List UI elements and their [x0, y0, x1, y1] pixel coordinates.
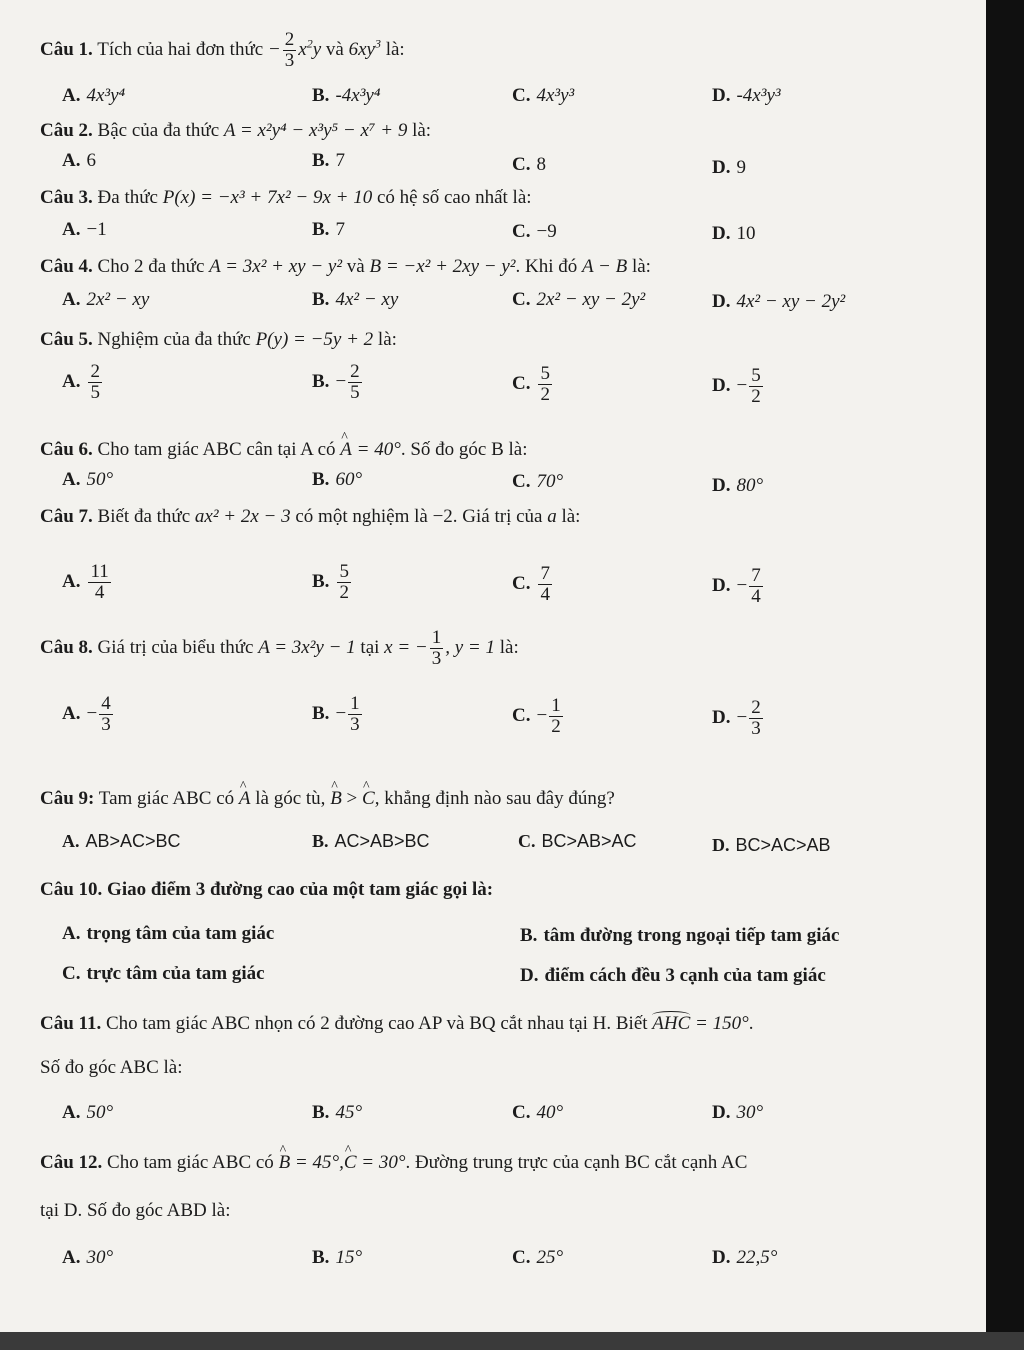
angle-ahc: AHC [652, 1013, 691, 1034]
q11-option-c[interactable]: C. 40° [512, 1102, 564, 1123]
q9-option-a[interactable]: A. AB>AC>BC [62, 831, 181, 851]
q7-option-c[interactable]: C. $\frac{7}{4}$ [512, 563, 550, 605]
q2-option-c[interactable]: C. 8 [512, 154, 546, 175]
question-text-post: là: [499, 636, 519, 658]
angle-c: ^ C [362, 789, 375, 810]
question-text-mid: tại [360, 636, 380, 658]
q2-option-b[interactable]: B. 7 [312, 150, 345, 171]
q9-option-c[interactable]: C. BC>AB>AC [518, 831, 637, 851]
question-number: Câu 1. [40, 38, 93, 60]
question-text: Biết đa thức [97, 506, 191, 527]
question-number: Câu 10. [40, 879, 103, 900]
question-text: Cho tam giác ABC cân tại A có [97, 439, 336, 460]
q7-option-a[interactable]: A. $\frac{11}{4}$ [62, 561, 109, 603]
question-text-end: là: [561, 506, 581, 527]
q5-option-c[interactable]: C. $\frac{5}{2}$ [512, 363, 550, 405]
polynomial-expression: ax² + 2x − 3 [194, 506, 291, 527]
q1-option-a[interactable]: A. 4x³y⁴ [62, 85, 126, 106]
q3-option-a[interactable]: A. −1 [62, 219, 107, 240]
question-number: Câu 5. [40, 329, 93, 350]
question-text-mid: là góc tù, [255, 788, 326, 809]
q11-option-b[interactable]: B. 45° [312, 1102, 363, 1123]
question-11-line-2: Số đo góc ABC là: [40, 1057, 183, 1078]
polynomial-a: A = 3x² + xy − y² [209, 256, 343, 277]
q5-option-a[interactable]: A. $\frac{2}{5}$ [62, 361, 100, 403]
scan-edge-bottom [0, 1332, 1024, 1350]
angle-b-value: = 45°, [294, 1152, 344, 1173]
q5-option-d[interactable]: D. − $\frac{5}{2}$ [712, 365, 761, 407]
q4-option-a[interactable]: A. 2x² − xy [62, 289, 150, 310]
q10-option-a[interactable]: A. trọng tâm của tam giác [62, 923, 275, 944]
question-text-post: . Đường trung trực của cạnh BC cắt cạnh AC [405, 1152, 748, 1173]
q8-option-c[interactable]: C. − $\frac{1}{2}$ [512, 695, 561, 737]
q3-option-b[interactable]: B. 7 [312, 219, 345, 240]
question-number: Câu 4. [40, 256, 93, 277]
question-4 [40, 257, 651, 278]
polynomial-expression: P(x) = −x³ + 7x² − 9x + 10 [162, 187, 373, 208]
question-12 [40, 1153, 747, 1174]
q11-option-a[interactable]: A. 50° [62, 1102, 114, 1123]
question-text: Đa thức [97, 187, 158, 208]
polynomial-expression: P(y) = −5y + 2 [255, 329, 374, 350]
question-11 [40, 1014, 753, 1035]
question-text: Cho tam giác ABC nhọn có 2 đường cao AP và BQ cắt nhau tại H. Biết [106, 1013, 648, 1034]
question-text-post: . [748, 1013, 754, 1034]
q8-option-b[interactable]: B. − $\frac{1}{3}$ [312, 693, 360, 735]
q1-option-b[interactable]: B. -4x³y⁴ [312, 85, 381, 106]
q7-option-b[interactable]: B. $\frac{5}{2}$ [312, 561, 349, 603]
q12-option-d[interactable]: D. 22,5° [712, 1247, 778, 1268]
q10-option-d[interactable]: D. điểm cách đều 3 cạnh của tam giác [520, 965, 826, 986]
question-text-post: là: [412, 120, 432, 141]
q4-option-d[interactable]: D. 4x² − xy − 2y² [712, 291, 846, 312]
question-text-post: , khẳng định nào sau đây đúng? [374, 788, 615, 809]
question-text-post: có hệ số cao nhất là: [376, 187, 532, 208]
q6-option-b[interactable]: B. 60° [312, 469, 363, 490]
q11-option-d[interactable]: D. 30° [712, 1102, 764, 1123]
q9-option-d[interactable]: D. BC>AC>AB [712, 835, 831, 855]
monomial-2: $6xy^3$ [348, 36, 381, 60]
question-text-post: . Khi đó [515, 256, 578, 277]
q6-option-d[interactable]: D. 80° [712, 475, 764, 496]
polynomial-expression: A = x²y⁴ − x³y⁵ − x⁷ + 9 [223, 120, 408, 141]
question-text: Tam giác ABC có [98, 788, 235, 809]
question-text-post: có một nghiệm là −2. Giá trị của [295, 506, 543, 527]
question-5 [40, 330, 397, 351]
question-text: Bậc của đa thức [97, 120, 220, 141]
angle-value: = 150° [695, 1013, 749, 1034]
q7-option-d[interactable]: D. − $\frac{7}{4}$ [712, 565, 761, 607]
question-number: Câu 6. [40, 439, 93, 460]
question-number: Câu 2. [40, 120, 93, 141]
question-text: Cho tam giác ABC có [107, 1152, 274, 1173]
question-6 [40, 440, 528, 461]
question-text: Cho 2 đa thức [97, 256, 205, 277]
expression-a: A = 3x²y − 1 [258, 636, 356, 658]
question-text: Tích của hai đơn thức [97, 38, 264, 60]
angle-c-value: = 30° [361, 1152, 406, 1173]
question-1 [40, 30, 405, 71]
q1-option-d[interactable]: D. -4x³y³ [712, 85, 781, 106]
q1-option-c[interactable]: C. 4x³y³ [512, 85, 575, 106]
q8-option-d[interactable]: D. − $\frac{2}{3}$ [712, 697, 761, 739]
q2-option-d[interactable]: D. 9 [712, 157, 746, 178]
q5-option-b[interactable]: B. − $\frac{2}{5}$ [312, 361, 360, 403]
question-8 [40, 628, 519, 669]
angle-c: ^ C [344, 1153, 357, 1174]
question-9 [40, 789, 615, 810]
x-value-prefix: x = − [384, 636, 428, 658]
angle-a: ^ A [239, 789, 251, 810]
monomial-1: − $\frac{2}{3}$ $x^2y$ [267, 29, 322, 71]
q12-option-b[interactable]: B. 15° [312, 1247, 363, 1268]
question-text: Giá trị của biểu thức [97, 636, 254, 658]
q9-option-b[interactable]: B. AC>AB>BC [312, 831, 430, 851]
x-numerator: 1 [431, 627, 442, 648]
q12-option-a[interactable]: A. 30° [62, 1247, 114, 1268]
question-number: Câu 3. [40, 187, 93, 208]
question-text: Nghiệm của đa thức [97, 329, 251, 350]
q8-option-a[interactable]: A. − $\frac{4}{3}$ [62, 693, 111, 735]
question-3 [40, 188, 532, 209]
question-number: Câu 12. [40, 1152, 103, 1173]
question-number: Câu 11. [40, 1013, 102, 1034]
scan-edge-right [986, 0, 1024, 1332]
y-value: , y = 1 [445, 636, 496, 658]
question-text: Giao điểm 3 đường cao của một tam giác gọi là: [107, 879, 494, 900]
question-text-end: là: [631, 256, 651, 277]
question-7 [40, 507, 580, 528]
q6-option-a[interactable]: A. 50° [62, 469, 114, 490]
question-number: Câu 7. [40, 506, 93, 527]
q3-option-c[interactable]: C. −9 [512, 221, 557, 242]
angle-b: ^ B [330, 789, 342, 810]
question-2 [40, 121, 431, 142]
angle-b: ^ B [279, 1153, 291, 1174]
angle-a: ^ A [340, 440, 352, 461]
q12-option-c[interactable]: C. 25° [512, 1247, 564, 1268]
question-text-post: là: [385, 38, 405, 60]
question-text-mid: và [346, 256, 365, 277]
question-number: Câu 9: [40, 788, 95, 809]
q6-option-c[interactable]: C. 70° [512, 471, 564, 492]
question-10 [40, 880, 493, 901]
question-text-post: . Số đo góc B là: [400, 439, 528, 460]
angle-value: = 40° [356, 439, 401, 460]
q4-option-b[interactable]: B. 4x² − xy [312, 289, 399, 310]
variable-a: a [547, 506, 557, 527]
question-text-mid: và [325, 38, 344, 60]
question-text-post: là: [377, 329, 397, 350]
x-denominator: 3 [431, 647, 442, 669]
question-12-line-2: tại D. Số đo góc ABD là: [40, 1200, 231, 1221]
polynomial-b: B = −x² + 2xy − y² [369, 256, 516, 277]
q2-option-a[interactable]: A. 6 [62, 150, 96, 171]
q10-option-c[interactable]: C. trực tâm của tam giác [62, 963, 265, 984]
question-number: Câu 8. [40, 636, 93, 658]
q10-option-b[interactable]: B. tâm đường trong ngoại tiếp tam giác [520, 925, 840, 946]
greater-than: > [346, 788, 358, 809]
q4-option-c[interactable]: C. 2x² − xy − 2y² [512, 289, 646, 310]
difference-expression: A − B [582, 256, 628, 277]
q3-option-d[interactable]: D. 10 [712, 223, 756, 244]
